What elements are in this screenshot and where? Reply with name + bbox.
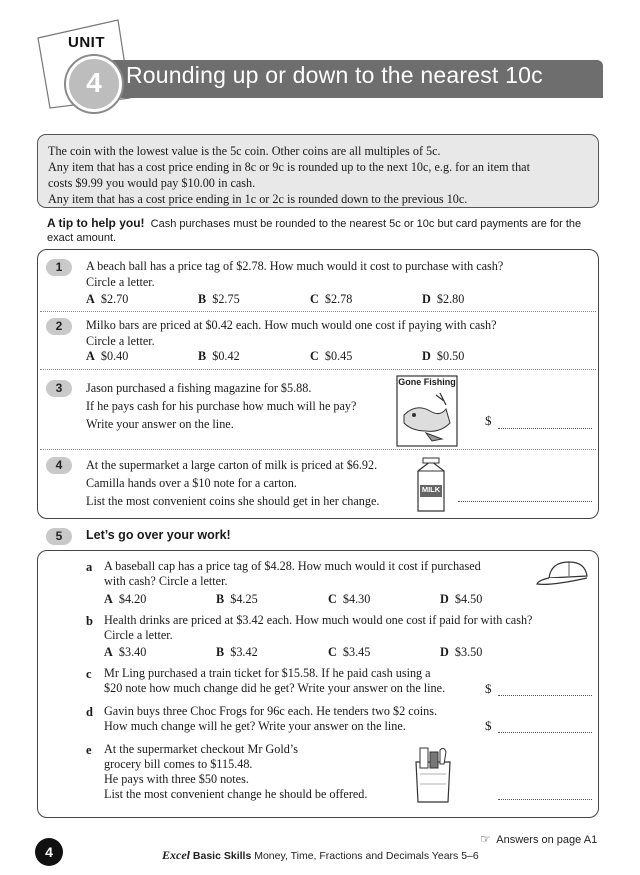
option-c[interactable]: C $2.78 xyxy=(310,292,353,306)
option-b[interactable]: B $0.42 xyxy=(198,349,240,363)
option-c[interactable]: C $4.30 xyxy=(328,592,371,606)
baseball-cap-illustration xyxy=(535,558,593,588)
brand-logo: Excel xyxy=(162,848,190,862)
item-letter: b xyxy=(86,614,93,628)
page-title: Rounding up or down to the nearest 10c xyxy=(126,62,543,88)
dollar-sign: $ xyxy=(485,718,492,733)
answer-line[interactable] xyxy=(498,428,592,429)
option-d[interactable]: D $0.50 xyxy=(422,349,465,363)
divider xyxy=(40,449,596,450)
question-line: Camilla hands over a $10 note for a carton. xyxy=(86,476,297,490)
question-line: Write your answer on the line. xyxy=(86,417,234,431)
item-line: Circle a letter. xyxy=(104,628,173,642)
option-c[interactable]: C $3.45 xyxy=(328,645,371,659)
item-line: grocery bill comes to $115.48. xyxy=(104,757,253,771)
question-text xyxy=(86,317,497,349)
answer-line[interactable] xyxy=(498,799,592,800)
question-text xyxy=(86,379,356,433)
answer-line[interactable] xyxy=(458,501,592,502)
item-text xyxy=(104,742,367,802)
question-number: 1 xyxy=(46,259,72,276)
item-letter: d xyxy=(86,705,93,719)
tip-text: Cash purchases must be rounded to the nearest 5c or 10c but card payments are for the exact amount. xyxy=(47,218,582,244)
book-subtitle: Money, Time, Fractions and Decimals Years 5–6 xyxy=(254,850,479,862)
answer-line[interactable] xyxy=(498,695,592,696)
answer-line[interactable] xyxy=(498,732,592,733)
item-text xyxy=(104,559,481,589)
question-line: At the supermarket a large carton of milk is priced at $6.92. xyxy=(86,458,378,472)
intro-line: Any item that has a cost price ending in 8c or 9c is rounded up to the next 10c, e.g. for an item that xyxy=(48,160,530,174)
intro-line: Any item that has a cost price ending in 1c or 2c is rounded down to the previous 10c. xyxy=(48,192,468,206)
tip-heading: A tip to help you! xyxy=(47,216,145,230)
item-line: At the supermarket checkout Mr Gold’s xyxy=(104,742,298,756)
dollar-sign: $ xyxy=(485,413,492,428)
option-a[interactable]: A $4.20 xyxy=(104,592,147,606)
milk-label: MILK xyxy=(421,485,441,494)
question-number: 3 xyxy=(46,380,72,397)
section-heading: Let’s go over your work! xyxy=(86,528,231,542)
option-d[interactable]: D $3.50 xyxy=(440,645,483,659)
question-line: Circle a letter. xyxy=(86,334,155,348)
grocery-bag-illustration xyxy=(410,744,456,804)
item-text xyxy=(104,666,445,696)
question-number: 4 xyxy=(46,457,72,474)
option-a[interactable]: A $0.40 xyxy=(86,349,129,363)
book-title xyxy=(162,848,479,863)
answers-text: Answers on page A1 xyxy=(496,834,598,846)
question-line: A beach ball has a price tag of $2.78. How much would it cost to purchase with cash? xyxy=(86,259,504,273)
answers-reference[interactable] xyxy=(480,832,597,846)
item-letter: a xyxy=(86,560,93,574)
question-text xyxy=(86,456,379,510)
question-line: Circle a letter. xyxy=(86,275,155,289)
item-line: He pays with three $50 notes. xyxy=(104,772,249,786)
item-text xyxy=(104,613,532,643)
question-number: 5 xyxy=(46,528,72,545)
question-number: 2 xyxy=(46,318,72,335)
unit-number: 4 xyxy=(86,67,102,98)
magazine-title: Gone Fishing xyxy=(398,377,456,387)
intro-box xyxy=(37,134,599,208)
question-line: If he pays cash for his purchase how much will he pay? xyxy=(86,399,357,413)
item-line: Health drinks are priced at $3.42 each. How much would one cost if paid for with cash? xyxy=(104,613,533,627)
item-letter: e xyxy=(86,743,92,757)
intro-line: costs $9.99 you would pay $10.00 in cash. xyxy=(48,176,256,190)
dollar-sign: $ xyxy=(485,681,492,696)
option-a[interactable]: A $2.70 xyxy=(86,292,129,306)
page-number: 4 xyxy=(35,838,63,866)
item-letter: c xyxy=(86,667,92,681)
option-b[interactable]: B $2.75 xyxy=(198,292,240,306)
option-a[interactable]: A $3.40 xyxy=(104,645,147,659)
option-d[interactable]: D $2.80 xyxy=(422,292,465,306)
item-line: Mr Ling purchased a train ticket for $15.58. If he paid cash using a xyxy=(104,666,431,680)
pointing-hand-icon: ☞ xyxy=(480,832,491,846)
question-line: List the most convenient coins she should get in her change. xyxy=(86,494,380,508)
intro-line: The coin with the lowest value is the 5c coin. Other coins are all multiples of 5c. xyxy=(48,144,441,158)
question-line: Jason purchased a fishing magazine for $5.88. xyxy=(86,381,312,395)
item-line: Gavin buys three Choc Frogs for 96c each. He tenders two $2 coins. xyxy=(104,704,438,718)
item-text xyxy=(104,704,437,734)
unit-label: UNIT xyxy=(68,34,105,51)
item-line: How much change will he get? Write your answer on the line. xyxy=(104,719,406,733)
item-line: List the most convenient change he should be offered. xyxy=(104,787,368,801)
question-text xyxy=(86,258,503,290)
option-b[interactable]: B $3.42 xyxy=(216,645,258,659)
item-line: A baseball cap has a price tag of $4.28. How much would it cost if purchased xyxy=(104,559,481,573)
question-line: Milko bars are priced at $0.42 each. How much would one cost if paying with cash? xyxy=(86,318,497,332)
option-c[interactable]: C $0.45 xyxy=(310,349,353,363)
divider xyxy=(40,311,596,312)
tip xyxy=(47,216,597,245)
divider xyxy=(40,369,596,370)
item-line: $20 note how much change did he get? Write your answer on the line. xyxy=(104,681,446,695)
item-line: with cash? Circle a letter. xyxy=(104,574,228,588)
option-d[interactable]: D $4.50 xyxy=(440,592,483,606)
series-name: Basic Skills xyxy=(192,850,252,862)
option-b[interactable]: B $4.25 xyxy=(216,592,258,606)
